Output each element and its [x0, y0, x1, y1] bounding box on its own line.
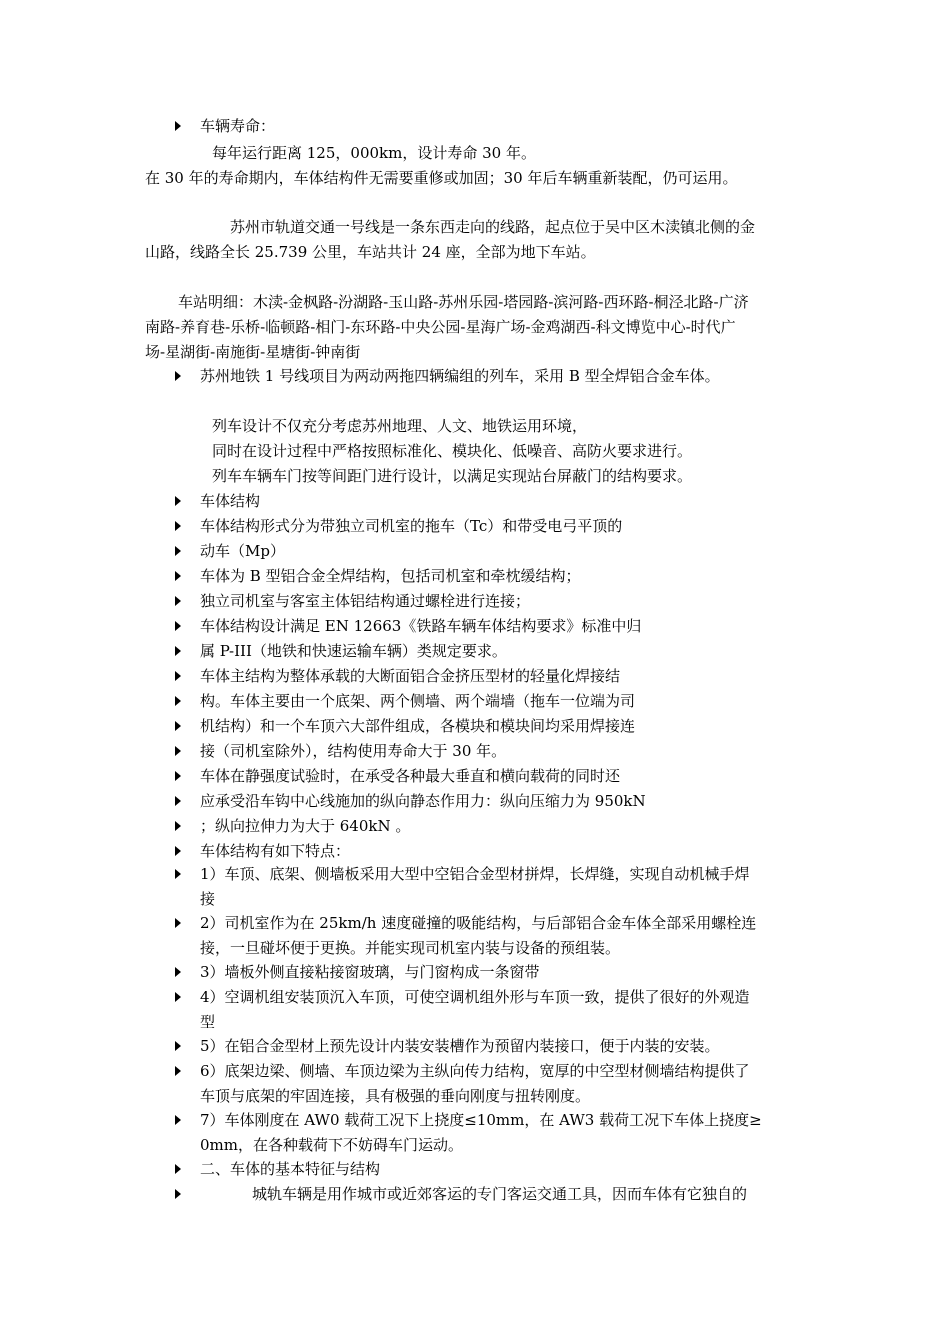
- bullet-item: 构。车体主要由一个底架、两个侧墙、两个端墙（拖车一位端为司: [200, 692, 636, 710]
- bullet-icon: [175, 869, 181, 879]
- line1-paragraph-a: 苏州市轨道交通一号线是一条东西走向的线路，起点位于吴中区木渎镇北侧的金: [230, 218, 756, 236]
- bullet-item: 机结构）和一个车顶六大部件组成，各模块和模块间均采用焊接连: [200, 717, 636, 735]
- feature-line: 0mm，在各种载荷下不妨碍车门运动。: [200, 1135, 463, 1154]
- feature-item: [200, 911, 810, 960]
- bullet-icon: [175, 596, 181, 606]
- bullet-icon: [175, 621, 181, 631]
- bullet-icon: [175, 1115, 181, 1125]
- stations-c: 场-星湖街-南施街-星塘街-钟南街: [145, 343, 361, 361]
- bullet-icon: [175, 571, 181, 581]
- bullet-item: 车体结构: [200, 492, 261, 510]
- feature-line: 1）车顶、底架、侧墙板采用大型中空铝合金型材拼焊，长焊缝，实现自动机械手焊: [200, 865, 750, 883]
- feature-line: 7）车体刚度在 AW0 载荷工况下上挠度≤10mm，在 AW3 载荷工况下车体上挠度≥: [200, 1111, 762, 1129]
- bullet-item: 应承受沿车钩中心线施加的纵向静态作用力：纵向压缩力为 950kN: [200, 792, 646, 810]
- section-title: 二、车体的基本特征与结构: [200, 1160, 381, 1178]
- bullet-item: 接（司机室除外），结构使用寿命大于 30 年。: [200, 742, 507, 760]
- bullet-icon: [175, 671, 181, 681]
- life-heading: 车辆寿命：: [200, 117, 276, 135]
- bullet-icon: [175, 1066, 181, 1076]
- feature-line: 接: [200, 889, 216, 908]
- bullet-icon: [175, 1164, 181, 1174]
- feature-item: [200, 985, 810, 1034]
- bullet-icon: [175, 546, 181, 556]
- bullet-item: 独立司机室与客室主体铝结构通过螺栓进行连接；: [200, 592, 531, 610]
- bullet-icon: [175, 796, 181, 806]
- bullet-icon: [175, 746, 181, 756]
- bullet-icon: [175, 918, 181, 928]
- bullet-icon: [175, 496, 181, 506]
- bullet-icon: [175, 1189, 181, 1199]
- bullet-item: 车体结构有如下特点：: [200, 842, 351, 860]
- bullet-item: 车体结构设计满足 EN 12663《铁路车辆车体结构要求》标准中归: [200, 617, 642, 635]
- feature-item: [200, 1034, 810, 1059]
- bullet-item: 属 P-III（地铁和快速运输车辆）类规定要求。: [200, 642, 507, 660]
- life-line-1: 每年运行距离 125，000km，设计寿命 30 年。: [212, 144, 536, 162]
- bullet-icon: [175, 646, 181, 656]
- feature-item: [200, 960, 810, 985]
- bullet-item: 动车（Mp）: [200, 542, 285, 560]
- bullet-icon: [175, 967, 181, 977]
- last-line: 城轨车辆是用作城市或近郊客运的专门客运交通工具，因而车体有它独自的: [252, 1185, 748, 1203]
- feature-line: 型: [200, 1012, 216, 1031]
- bullet-item: 车体在静强度试验时，在承受各种最大垂直和横向载荷的同时还: [200, 767, 621, 785]
- bullet-item: 车体结构形式分为带独立司机室的拖车（Tc）和带受电弓平顶的: [200, 517, 623, 535]
- bullet-icon: [175, 992, 181, 1002]
- bullet-icon: [175, 521, 181, 531]
- bullet-icon: [175, 371, 181, 381]
- design-line-1: 列车设计不仅充分考虑苏州地理、人文、地铁运用环境，: [212, 417, 588, 435]
- design-line-3: 列车车辆车门按等间距门进行设计，以满足实现站台屏蔽门的结构要求。: [212, 467, 693, 485]
- stations-b: 南路-养育巷-乐桥-临顿路-相门-东环路-中央公园-星海广场-金鸡湖西-科文博览中心-时代广: [145, 318, 736, 336]
- feature-line: 车顶与底架的牢固连接，具有极强的垂向刚度与扭转刚度。: [200, 1086, 591, 1105]
- feature-line: 4）空调机组安装顶沉入车顶，可使空调机组外形与车顶一致，提供了很好的外观造: [200, 988, 750, 1006]
- feature-line: 2）司机室作为在 25km/h 速度碰撞的吸能结构，与后部铝合金车体全部采用螺栓连: [200, 914, 757, 932]
- bullet-icon: [175, 1041, 181, 1051]
- feature-line: 5）在铝合金型材上预先设计内装安装槽作为预留内装接口，便于内装的安装。: [200, 1037, 720, 1055]
- bullet-item: 车体主结构为整体承载的大断面铝合金挤压型材的轻量化焊接结: [200, 667, 621, 685]
- bullet-icon: [175, 771, 181, 781]
- line1-paragraph-b: 山路，线路全长 25.739 公里，车站共计 24 座，全部为地下车站。: [145, 243, 596, 261]
- life-line-2: 在 30 年的寿命期内，车体结构件无需要重修或加固；30 年后车辆重新装配，仍可运用。: [145, 169, 738, 187]
- feature-item: [200, 1108, 810, 1157]
- bullet-icon: [175, 846, 181, 856]
- feature-line: 接，一旦碰坏便于更换。并能实现司机室内装与设备的预组装。: [200, 938, 621, 957]
- bullet-item: ；纵向拉伸力为大于 640kN 。: [200, 817, 411, 835]
- bullet-icon: [175, 696, 181, 706]
- feature-line: 3）墙板外侧直接粘接窗玻璃，与门窗构成一条窗带: [200, 963, 540, 981]
- bullet-icon: [175, 821, 181, 831]
- feature-item: [200, 862, 810, 911]
- feature-line: 6）底架边梁、侧墙、车顶边梁为主纵向传力结构，宽厚的中空型材侧墙结构提供了: [200, 1062, 750, 1080]
- bullet-icon: [175, 721, 181, 731]
- design-line-2: 同时在设计过程中严格按照标准化、模块化、低噪音、高防火要求进行。: [212, 442, 693, 460]
- bullet-icon: [175, 121, 181, 131]
- bullet-item: 车体为 B 型铝合金全焊结构，包括司机室和牵枕缓结构；: [200, 567, 581, 585]
- stations-a: 车站明细：木渎-金枫路-汾湖路-玉山路-苏州乐园-塔园路-滨河路-西环路-桐泾北路-广济: [178, 293, 749, 311]
- feature-item: [200, 1059, 810, 1108]
- train-bullet: 苏州地铁 1 号线项目为两动两拖四辆编组的列车，采用 B 型全焊铝合金车体。: [200, 367, 720, 385]
